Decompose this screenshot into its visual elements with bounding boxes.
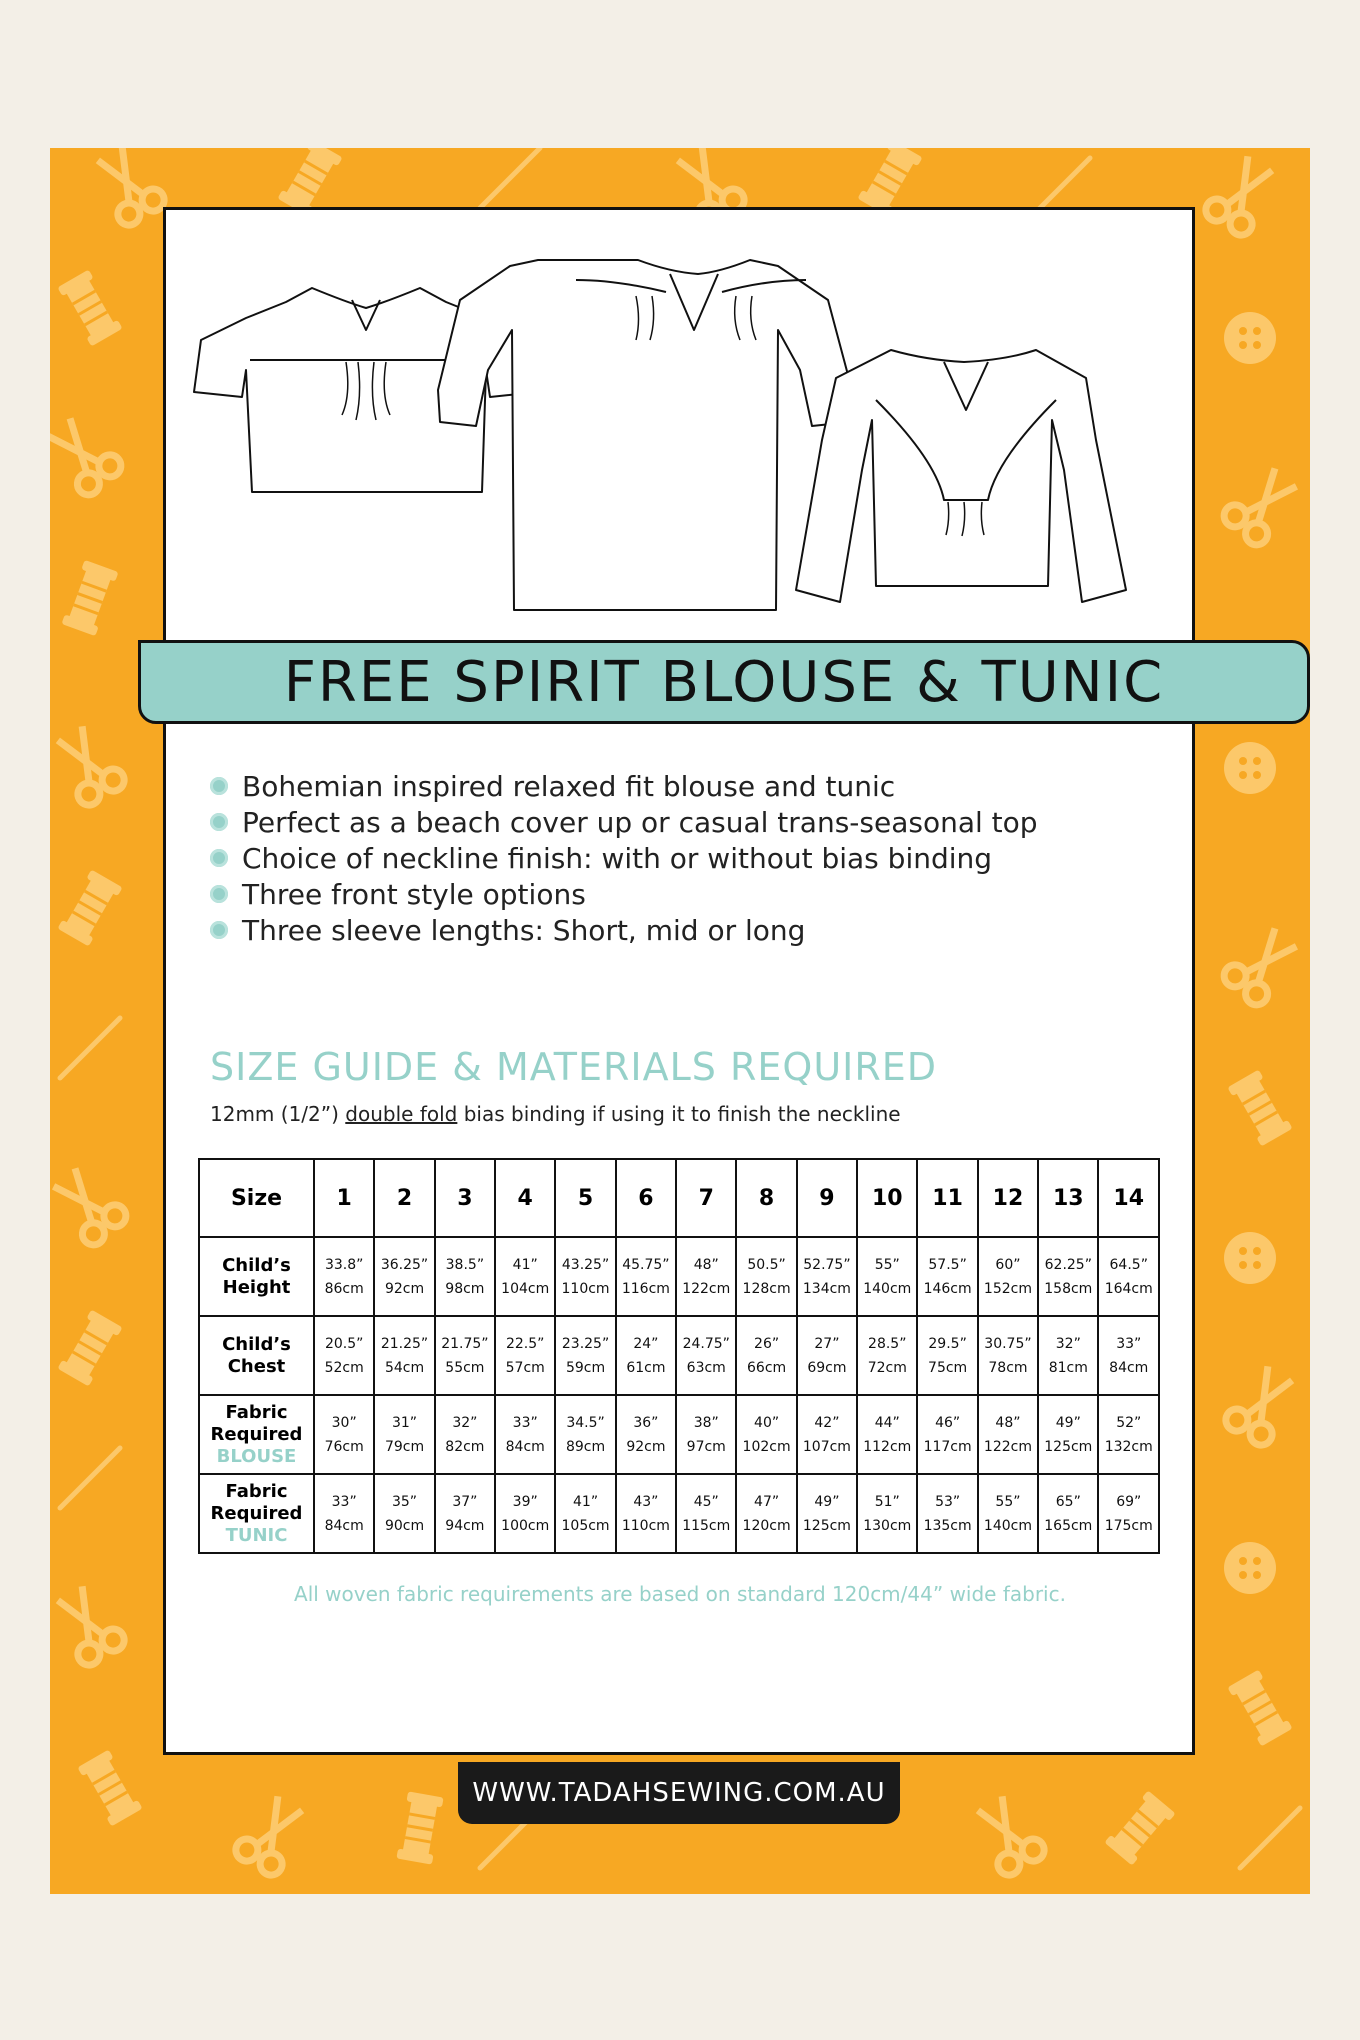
size-header-cell: 14 — [1098, 1159, 1159, 1237]
section-title: SIZE GUIDE & MATERIALS REQUIRED — [210, 1045, 938, 1089]
table-cell: 49” 125cm — [1038, 1395, 1098, 1474]
table-cell: 52.75” 134cm — [797, 1237, 857, 1316]
table-cell: 42” 107cm — [797, 1395, 857, 1474]
size-header-cell: 9 — [797, 1159, 857, 1237]
table-row — [199, 1237, 1159, 1316]
table-cell: 69” 175cm — [1098, 1474, 1159, 1553]
size-header-cell: 1 — [314, 1159, 374, 1237]
table-cell: 47” 120cm — [736, 1474, 796, 1553]
table-cell: 48” 122cm — [676, 1237, 736, 1316]
size-header-cell: 12 — [978, 1159, 1038, 1237]
table-cell: 33” 84cm — [314, 1474, 374, 1553]
table-cell: 52” 132cm — [1098, 1395, 1159, 1474]
size-header-label: Size — [199, 1159, 314, 1237]
bullet-icon — [210, 921, 228, 939]
size-table — [198, 1158, 1160, 1554]
table-cell: 21.25” 54cm — [374, 1316, 434, 1395]
table-cell: 45.75” 116cm — [616, 1237, 676, 1316]
table-cell: 50.5” 128cm — [736, 1237, 796, 1316]
table-cell: 33.8” 86cm — [314, 1237, 374, 1316]
table-cell: 55” 140cm — [857, 1237, 917, 1316]
table-cell: 57.5” 146cm — [917, 1237, 977, 1316]
feature-item: Perfect as a beach cover up or casual trans-seasonal top — [210, 804, 1110, 840]
table-cell: 60” 152cm — [978, 1237, 1038, 1316]
pattern-title: FREE SPIRIT BLOUSE & TUNIC — [283, 649, 1165, 715]
blouse-long-sleeve-drawing — [796, 350, 1126, 602]
size-header-cell: 11 — [917, 1159, 977, 1237]
table-cell: 41” 105cm — [555, 1474, 615, 1553]
table-cell: 33” 84cm — [1098, 1316, 1159, 1395]
table-cell: 43” 110cm — [616, 1474, 676, 1553]
sewing-needle-icon — [480, 148, 540, 208]
scissors-icon — [88, 148, 168, 229]
garment-illustrations — [166, 210, 1192, 640]
table-cell: 20.5” 52cm — [314, 1316, 374, 1395]
table-cell: 34.5” 89cm — [555, 1395, 615, 1474]
fabric-footnote: All woven fabric requirements are based on standard 120cm/44” wide fabric. — [294, 1582, 1066, 1606]
row-label: Fabric Required BLOUSE — [199, 1395, 314, 1474]
size-header-cell: 10 — [857, 1159, 917, 1237]
table-cell: 24” 61cm — [616, 1316, 676, 1395]
table-cell: 62.25” 158cm — [1038, 1237, 1098, 1316]
feature-item: Bohemian inspired relaxed fit blouse and tunic — [210, 768, 1110, 804]
table-cell: 46” 117cm — [917, 1395, 977, 1474]
bullet-icon — [210, 885, 228, 903]
table-cell: 36” 92cm — [616, 1395, 676, 1474]
table-cell: 28.5” 72cm — [857, 1316, 917, 1395]
table-cell: 31” 79cm — [374, 1395, 434, 1474]
size-header-cell: 13 — [1038, 1159, 1098, 1237]
feature-item: Three front style options — [210, 876, 1110, 912]
bullet-icon — [210, 849, 228, 867]
table-cell: 53” 135cm — [917, 1474, 977, 1553]
table-cell: 49” 125cm — [797, 1474, 857, 1553]
table-cell: 22.5” 57cm — [495, 1316, 555, 1395]
size-header-cell: 8 — [736, 1159, 796, 1237]
table-cell: 30” 76cm — [314, 1395, 374, 1474]
table-cell: 35” 90cm — [374, 1474, 434, 1553]
table-row — [199, 1474, 1159, 1553]
button-icon — [1224, 312, 1276, 364]
feature-item: Three sleeve lengths: Short, mid or long — [210, 912, 1110, 948]
table-cell: 38” 97cm — [676, 1395, 736, 1474]
table-cell: 40” 102cm — [736, 1395, 796, 1474]
table-cell: 36.25” 92cm — [374, 1237, 434, 1316]
table-cell: 39” 100cm — [495, 1474, 555, 1553]
row-label-accent: BLOUSE — [216, 1445, 297, 1467]
bullet-icon — [210, 777, 228, 795]
row-label: Fabric Required TUNIC — [199, 1474, 314, 1553]
table-cell: 38.5” 98cm — [435, 1237, 495, 1316]
table-cell: 48” 122cm — [978, 1395, 1038, 1474]
size-header-cell: 4 — [495, 1159, 555, 1237]
table-cell: 33” 84cm — [495, 1395, 555, 1474]
table-cell: 64.5” 164cm — [1098, 1237, 1159, 1316]
table-cell: 32” 81cm — [1038, 1316, 1098, 1395]
row-label: Child’s Height — [199, 1237, 314, 1316]
feature-item: Choice of neckline finish: with or without bias binding — [210, 840, 1110, 876]
size-header-cell: 2 — [374, 1159, 434, 1237]
table-row — [199, 1316, 1159, 1395]
table-cell: 30.75” 78cm — [978, 1316, 1038, 1395]
table-cell: 43.25” 110cm — [555, 1237, 615, 1316]
row-label-accent: TUNIC — [225, 1524, 288, 1546]
size-header-cell: 7 — [676, 1159, 736, 1237]
table-cell: 55” 140cm — [978, 1474, 1038, 1553]
table-cell: 26” 66cm — [736, 1316, 796, 1395]
table-cell: 32” 82cm — [435, 1395, 495, 1474]
table-cell: 41” 104cm — [495, 1237, 555, 1316]
website-url[interactable]: WWW.TADAHSEWING.COM.AU — [458, 1762, 900, 1824]
tunic-mid-sleeve-drawing — [438, 260, 852, 610]
table-header-row — [199, 1159, 1159, 1237]
table-cell: 37” 94cm — [435, 1474, 495, 1553]
feature-list — [210, 768, 1110, 948]
row-label: Child’s Chest — [199, 1316, 314, 1395]
bias-binding-note: 12mm (1/2”) double fold bias binding if using it to finish the neckline — [210, 1102, 901, 1126]
table-cell: 29.5” 75cm — [917, 1316, 977, 1395]
bullet-icon — [210, 813, 228, 831]
table-cell: 45” 115cm — [676, 1474, 736, 1553]
table-row — [199, 1395, 1159, 1474]
title-banner — [138, 640, 1310, 724]
size-header-cell: 5 — [555, 1159, 615, 1237]
table-cell: 21.75” 55cm — [435, 1316, 495, 1395]
table-cell: 44” 112cm — [857, 1395, 917, 1474]
size-header-cell: 3 — [435, 1159, 495, 1237]
table-cell: 24.75” 63cm — [676, 1316, 736, 1395]
table-cell: 65” 165cm — [1038, 1474, 1098, 1553]
table-cell: 27” 69cm — [797, 1316, 857, 1395]
table-cell: 23.25” 59cm — [555, 1316, 615, 1395]
size-header-cell: 6 — [616, 1159, 676, 1237]
table-cell: 51” 130cm — [857, 1474, 917, 1553]
